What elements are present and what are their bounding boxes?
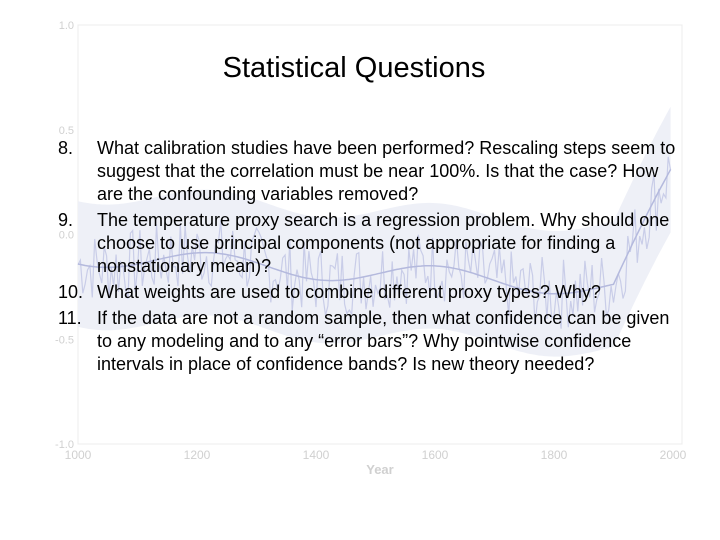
x-axis-label: Year [366,462,394,477]
question-text: What weights are used to combine different proxy types? Why? [97,282,601,302]
question-item [58,307,678,376]
slide-title: Statistical Questions [222,52,486,84]
x-tick-label: 2000 [659,448,687,462]
question-item [58,137,678,206]
x-tick-label: 1400 [302,448,330,462]
y-tick-label: -1.0 [55,439,74,451]
x-tick-label: 1600 [421,448,449,462]
question-item [58,281,678,304]
x-tick-label: 1800 [540,448,568,462]
x-tick-label: 1000 [64,448,92,462]
question-number: 9. [58,210,74,230]
question-text: The temperature proxy search is a regression problem. Why should one choose to use principal components (not appropriate for finding a nonstationary mean)? [97,210,670,276]
question-item [58,209,678,278]
y-tick-label: 0.0 [58,229,74,242]
question-list [58,137,678,379]
question-number: 11. [58,308,82,328]
y-tick-label: -0.5 [55,334,74,347]
y-tick-label: 0.5 [58,124,74,137]
y-tick-label: 1.0 [58,20,74,32]
question-text: If the data are not a random sample, then what confidence can be given to any modeling and to any “error bars”? Why pointwise confidence intervals in place of confidence bands? Is new theory needed? [97,308,670,374]
x-tick-label: 1200 [183,448,211,462]
question-number: 8. [58,138,74,158]
question-number: 10. [58,282,84,302]
question-text: What calibration studies have been performed? Rescaling steps seem to suggest that the correlation must be near 100%. Is that the case? How are the confounding variables removed? [97,138,676,204]
